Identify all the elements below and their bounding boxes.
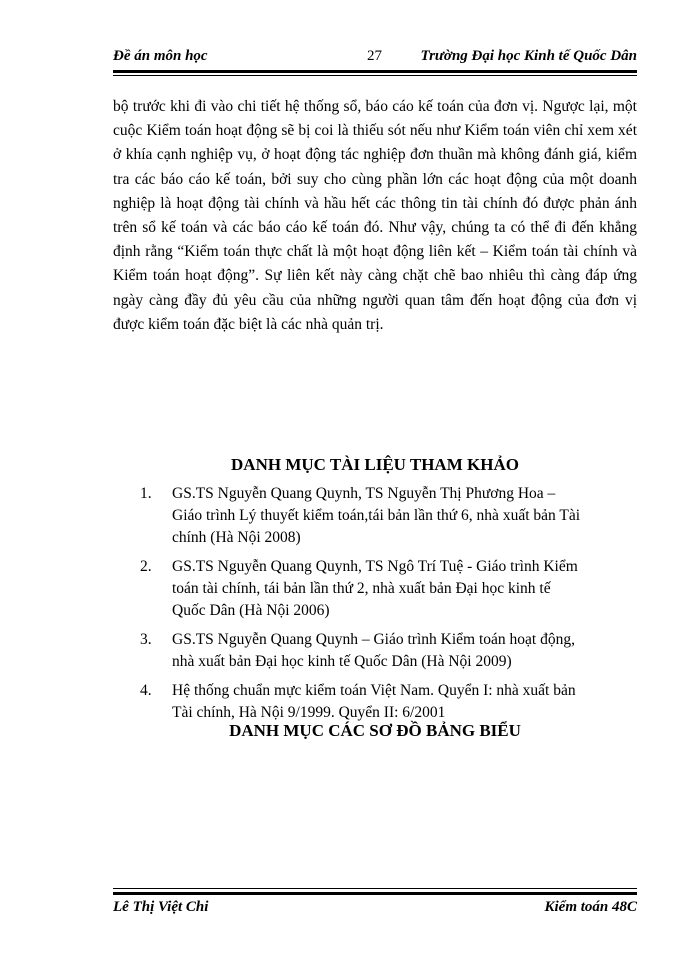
reference-number: 2.	[140, 558, 152, 575]
header-rule-thin	[113, 75, 637, 76]
reference-item	[140, 629, 580, 673]
reference-item	[140, 556, 580, 622]
footer-author: Lê Thị Việt Chi	[113, 899, 209, 915]
footer-rule-thick	[113, 892, 637, 895]
references-title: DANH MỤC TÀI LIỆU THAM KHẢO	[231, 455, 519, 474]
header-course-title: Đề án môn học	[113, 48, 208, 64]
page-number: 27	[367, 48, 382, 64]
footer-rule-thin	[113, 888, 637, 889]
footer-class: Kiểm toán 48C	[544, 899, 637, 915]
body-paragraph: bộ trước khi đi vào chi tiết hệ thống sổ, báo cáo kế toán của đơn vị. Ngược lại, một cuộc Kiểm toán hoạt động sẽ bị coi là thiếu sót nếu như Kiểm toán viên chỉ xem xét ở khía cạnh nghiệp vụ, ở hoạt động tác nghiệp đơn thuần mà không đánh giá, kiểm tra các báo cáo kế toán, bởi suy cho cùng phần lớn các hoạt động của một doanh nghiệp là hoạt động tài chính và hầu hết các thông tin tài chính đó được phản ánh trên sổ kế toán và các báo cáo kế toán đó. Như vậy, chúng ta có thể đi đến khẳng định rằng “Kiểm toán thực chất là một hoạt động liên kết – Kiểm toán tài chính và Kiểm toán hoạt động”. Sự liên kết này càng chặt chẽ bao nhiêu thì càng đáp ứng ngày càng đầy đủ yêu cầu của những người quan tâm đến hoạt động của đơn vị được kiểm toán đặc biệt là các nhà quản trị.	[113, 98, 637, 333]
reference-number: 1.	[140, 485, 152, 502]
page-header	[113, 44, 637, 68]
reference-number: 3.	[140, 631, 152, 648]
reference-number: 4.	[140, 682, 152, 699]
page-footer	[113, 897, 637, 921]
reference-text: Hệ thống chuẩn mực kiểm toán Việt Nam. Quyển I: nhà xuất bản Tài chính, Hà Nội 9/1999. Quyển II: 6/2001	[172, 682, 576, 721]
reference-item	[140, 483, 580, 549]
header-rule-thick	[113, 70, 637, 73]
reference-item	[140, 680, 580, 724]
header-university: Trường Đại học Kinh tế Quốc Dân	[420, 48, 637, 64]
reference-text: GS.TS Nguyễn Quang Quynh, TS Nguyễn Thị Phương Hoa – Giáo trình Lý thuyết kiểm toán,tái bản lần thứ 6, nhà xuất bản Tài chính (Hà Nội 2008)	[172, 485, 581, 546]
figures-title: DANH MỤC CÁC SƠ ĐỒ BẢNG BIỂU	[229, 721, 521, 740]
body-section	[113, 95, 637, 337]
references-list	[140, 483, 580, 731]
reference-text: GS.TS Nguyễn Quang Quynh, TS Ngô Trí Tuệ - Giáo trình Kiểm toán tài chính, tái bản lần thứ 2, nhà xuất bản Đại học kinh tế Quốc Dân (Hà Nội 2006)	[172, 558, 578, 619]
reference-text: GS.TS Nguyễn Quang Quynh – Giáo trình Kiểm toán hoạt động, nhà xuất bản Đại học kinh tế Quốc Dân (Hà Nội 2009)	[172, 631, 575, 670]
